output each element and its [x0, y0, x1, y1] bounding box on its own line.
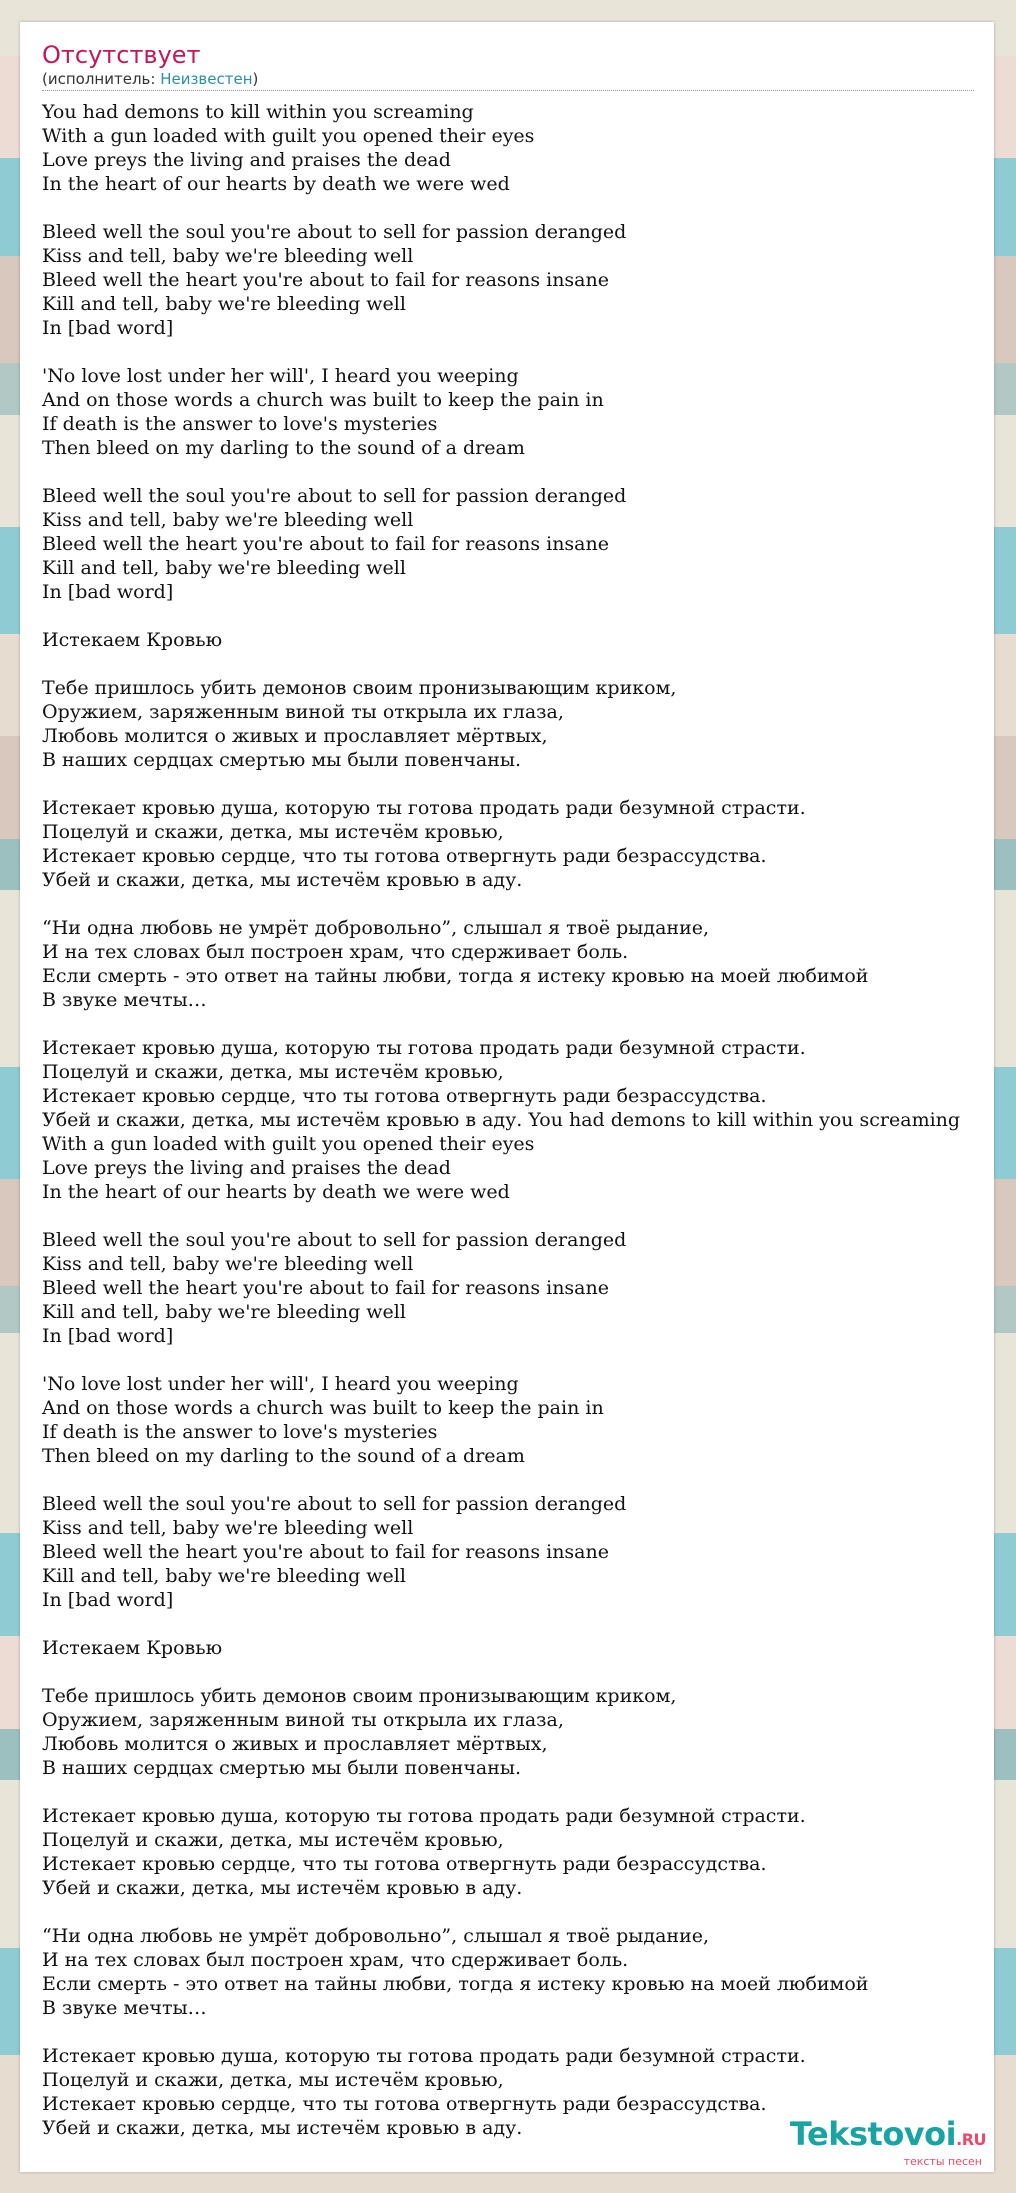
song-title: Отсутствует: [42, 41, 201, 69]
song-header: [42, 40, 974, 91]
lyrics-sheet: [20, 22, 994, 2172]
artist-line: [42, 70, 974, 91]
logo-tld: .RU: [956, 2130, 986, 2149]
logo-tagline: тексты песен: [903, 2155, 982, 2168]
artist-link[interactable]: Неизвестен: [160, 70, 253, 88]
artist-prefix: (исполнитель:: [42, 70, 161, 88]
site-logo[interactable]: [789, 2115, 986, 2168]
artist-suffix: ): [252, 70, 259, 88]
logo-main-text: Tekstovoi: [789, 2115, 957, 2153]
lyrics-text: You had demons to kill within you screaming With a gun loaded with guilt you opened their eyes Love preys the living and praises the dead In the heart of our hearts by death we were wed Bleed well the soul you're about to sell for passion deranged Kiss and tell, baby we're bleeding well Bleed well the heart you're about to fail for reasons insane Kill and tell, baby we're bleeding well In [bad word] 'No love lost under her will', I heard you weeping And on those words a church was built to keep the pain in If death is the answer to love's mysteries Then bleed on my darling to the sound of a dream Bleed well the soul you're about to sell for passion deranged Kiss and tell, baby we're bleeding well Bleed well the heart you're about to fail for reasons insane Kill and tell, baby we're bleeding well In [bad word] Истекаем Кровью Тебе пришлось убить демонов своим пронизывающим криком, Оружием, заряженным виной ты открыла их глаза, Любовь молится о живых и прославляет мёртвых, В наших сердцах смертью мы были повенчаны. Истекает кровью душа, которую ты готова продать ради безумной страсти. Поцелуй и скажи, детка, мы истечём кровью, Истекает кровью сердце, что ты готова отвергнуть ради безрассудства. Убей и скажи, детка, мы истечём кровью в аду. “Ни одна любовь не умрёт добровольно”, слышал я твоё рыдание, И на тех словах был построен храм, что сдерживает боль. Если смерть - это ответ на тайны любви, тогда я истеку кровью на моей любимой В звуке мечты… Истекает кровью душа, которую ты готова продать ради безумной страсти. Поцелуй и скажи, детка, мы истечём кровью, Истекает кровью сердце, что ты готова отвергнуть ради безрассудства. Убей и скажи, детка, мы истечём кровью в аду. You had demons to kill within you screaming With a gun loaded with guilt you opened their eyes Love preys the living and praises the dead In the heart of our hearts by death we were wed Bleed well the soul you're about to sell for passion deranged Kiss and tell, baby we're bleeding well Bleed well the heart you're about to fail for reasons insane Kill and tell, baby we're bleeding well In [bad word] 'No love lost under her will', I heard you weeping And on those words a church was built to keep the pain in If death is the answer to love's mysteries Then bleed on my darling to the sound of a dream Bleed well the soul you're about to sell for passion deranged Kiss and tell, baby we're bleeding well Bleed well the heart you're about to fail for reasons insane Kill and tell, baby we're bleeding well In [bad word] Истекаем Кровью Тебе пришлось убить демонов своим пронизывающим криком, Оружием, заряженным виной ты открыла их глаза, Любовь молится о живых и прославляет мёртвых, В наших сердцах смертью мы были повенчаны. Истекает кровью душа, которую ты готова продать ради безумной страсти. Поцелуй и скажи, детка, мы истечём кровью, Истекает кровью сердце, что ты готова отвергнуть ради безрассудства. Убей и скажи, детка, мы истечём кровью в аду. “Ни одна любовь не умрёт добровольно”, слышал я твоё рыдание, И на тех словах был построен храм, что сдерживает боль. Если смерть - это ответ на тайны любви, тогда я истеку кровью на моей любимой В звуке мечты… Истекает кровью душа, которую ты готова продать ради безумной страсти. Поцелуй и скажи, детка, мы истечём кровью, Истекает кровью сердце, что ты готова отвергнуть ради безрассудства. Убей и скажи, детка, мы истечём кровью в аду.: [42, 101, 961, 2139]
logo-wordmark: [789, 2115, 986, 2156]
